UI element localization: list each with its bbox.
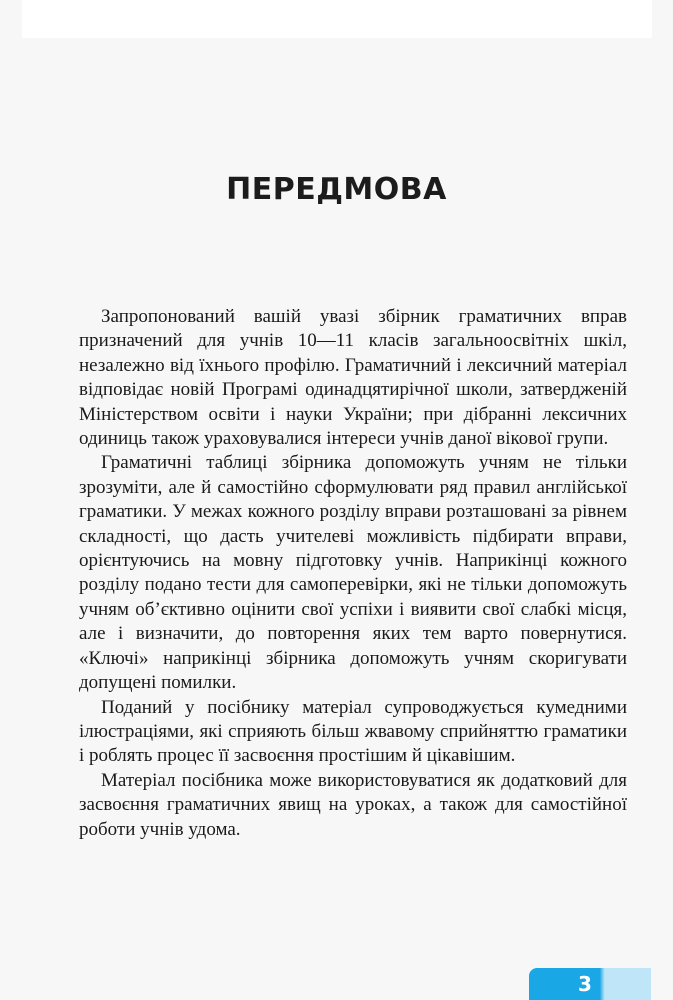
paragraph-3: Поданий у посібнику матеріал супроводжується кумедними ілюстраціями, які сприяють більш жвавому сприйняттю граматики і роблять процес її засвоєння простішим й цікавішим. <box>79 696 627 767</box>
page-title: ПЕРЕДМОВА <box>226 172 447 207</box>
paragraph-2: Граматичні таблиці збірника допоможуть учням не тільки зрозуміти, але й самостійно сформулювати ряд правил англійської граматики. У межах кожного розділу вправи розташовані за рівнем складності, що дасть учителеві можливість підбирати вправи, орієнтуючись на мовну підготовку учнів. Наприкінці кожного розділу подано тести для самоперевірки, які не тільки допоможуть учням об’єктивно оцінити свої успіхи і виявити свої слабкі місця, але і визначити, до повторення яких тем варто повернутися. «Ключі» наприкінці збірника допоможуть учням скоригувати допущені помилки. <box>79 452 627 694</box>
paragraph-1: Запропонований вашій увазі збірник граматичних вправ призначений для учнів 10—11 класів загальноосвітніх шкіл, незалежно від їхнього профілю. Граматичний і лексичний матеріал відповідає новій Програмі одинадцятирічної школи, затвердженій Міністерством освіти і науки України; при дібранні лексичних одиниць також ураховувалися інтереси учнів даної вікової групи. <box>79 306 627 450</box>
top-bar <box>22 0 652 38</box>
page-number: 3 <box>578 972 592 996</box>
paragraph-4: Матеріал посібника може використовуватися як додатковий для засвоєння граматичних явищ на уроках, а також для самостійної роботи учнів удома. <box>79 769 627 840</box>
body-text <box>79 305 627 842</box>
